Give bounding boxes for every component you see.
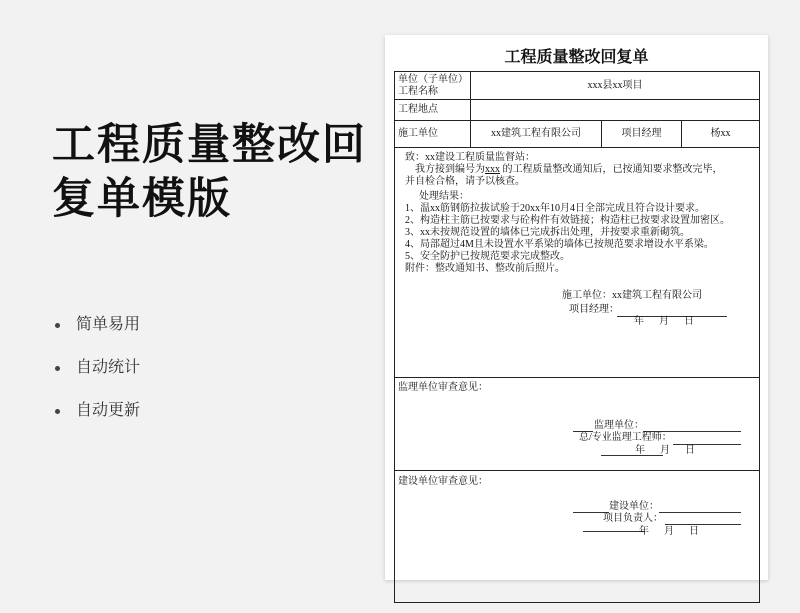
unit-label: 单位（子单位） bbox=[398, 74, 468, 85]
construction-date: 年 月 日 bbox=[639, 526, 699, 537]
location-label: 工程地点 bbox=[398, 104, 438, 115]
feature-list bbox=[52, 314, 140, 443]
feature-item: 简单易用 bbox=[52, 314, 140, 357]
construction-title: 建设单位审查意见： bbox=[398, 476, 488, 487]
contractor-label: 施工单位 bbox=[398, 128, 438, 139]
feature-item: 自动统计 bbox=[52, 357, 140, 400]
form-table bbox=[394, 71, 760, 603]
contractor-value: xx建筑工程有限公司 bbox=[491, 128, 581, 139]
manager-label: 项目经理 bbox=[621, 128, 662, 139]
signature-line bbox=[583, 531, 645, 532]
result-item: 2、构造柱主筋已按要求与砼构件有效链接；构造柱已按要求设置加密区。 bbox=[405, 215, 730, 226]
salutation: 致：xx建设工程质量监督站： bbox=[405, 152, 535, 163]
project-name-value: xxx县xx项目 bbox=[587, 80, 643, 91]
page-title: 工程质量整改回复单模版 bbox=[52, 121, 367, 223]
result-item: 4、局部超过4M且未设置水平系梁的墙体已按规范要求增设水平系梁。 bbox=[405, 239, 714, 250]
paragraph-2: 并自检合格，请予以核查。 bbox=[405, 176, 525, 187]
result-item: 1、温xx筋钢筋拉拔试验于20xx年10月4日全部完成且符合设计要求。 bbox=[405, 203, 705, 214]
bullet-icon bbox=[55, 323, 60, 328]
feature-item: 自动更新 bbox=[52, 400, 140, 443]
bullet-icon bbox=[55, 366, 60, 371]
signature-line bbox=[659, 512, 741, 513]
result-item: 5、安全防护已按规范要求完成整改。 bbox=[405, 251, 570, 262]
bullet-icon bbox=[55, 409, 60, 414]
sign-contractor: 施工单位：xx建筑工程有限公司 bbox=[562, 290, 702, 301]
document-preview bbox=[385, 35, 768, 580]
supervision-unit-label: 监理单位： bbox=[594, 420, 644, 431]
paragraph-1: 我方接到编号为xxx 的工程质量整改通知后，已按通知要求整改完毕， bbox=[415, 164, 723, 175]
construction-leader-label: 项目负责人： bbox=[603, 513, 663, 524]
notice-number: xxx bbox=[485, 164, 500, 175]
manager-value: 杨xx bbox=[710, 128, 731, 139]
result-title: 处理结果： bbox=[419, 191, 469, 202]
sign-date: 年 月 日 bbox=[634, 316, 694, 327]
supervision-engineer-label: 总/专业监理工程师： bbox=[579, 432, 672, 443]
project-name-label: 工程名称 bbox=[398, 86, 438, 97]
supervision-title: 监理单位审查意见： bbox=[398, 382, 488, 393]
supervision-date: 年 月 日 bbox=[635, 445, 695, 456]
attachment-note: 附件：整改通知书、整改前后照片。 bbox=[405, 263, 565, 274]
construction-unit-label: 建设单位： bbox=[609, 501, 659, 512]
signature-line bbox=[665, 524, 741, 525]
sign-manager-label: 项目经理： bbox=[569, 304, 619, 315]
document-title: 工程质量整改回复单 bbox=[504, 49, 649, 66]
result-item: 3、xx未按规范设置的墙体已完成拆出处理，并按要求重新砌筑。 bbox=[405, 227, 690, 238]
